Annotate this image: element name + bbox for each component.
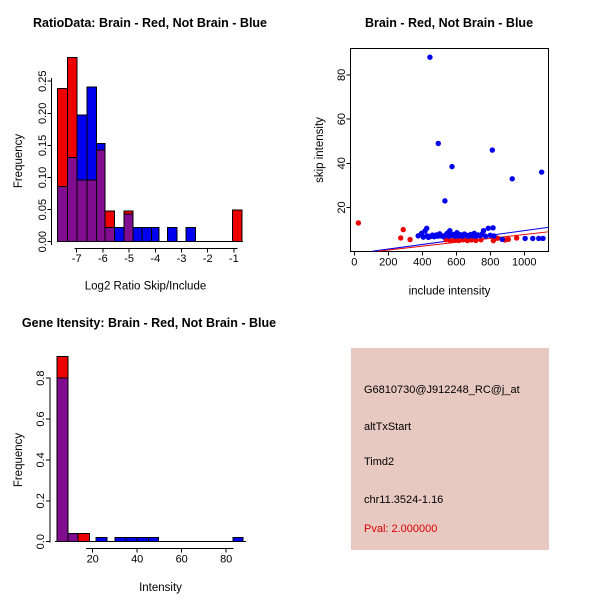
svg-text:600: 600 [447, 256, 466, 269]
pval-text: Pval: 2.000000 [364, 523, 438, 535]
y-axis [35, 370, 50, 549]
svg-text:0.00: 0.00 [37, 230, 49, 253]
scatter-title: Brain - Red, Not Brain - Blue [364, 16, 534, 30]
svg-text:20: 20 [336, 201, 348, 214]
svg-text:20: 20 [86, 553, 99, 566]
x-axis-label: include intensity [408, 285, 491, 298]
x-axis [351, 252, 536, 269]
gene-hist-title: Gene Itensity: Brain - Red, Not Brain - Blue [21, 316, 277, 330]
svg-text:-7: -7 [71, 253, 82, 265]
histogram-bars [57, 357, 243, 542]
x-axis [86, 548, 233, 565]
svg-text:-6: -6 [98, 253, 108, 265]
x-axis [72, 248, 239, 265]
gene-intensity-histogram [13, 357, 246, 594]
histogram-bars [57, 57, 241, 241]
svg-text:800: 800 [481, 256, 500, 269]
locus-text: chr11.3524-1.16 [364, 494, 444, 506]
svg-text:80: 80 [220, 553, 233, 566]
svg-text:40: 40 [336, 157, 348, 170]
svg-text:80: 80 [336, 68, 348, 82]
svg-text:0.20: 0.20 [37, 102, 49, 125]
plot-box [351, 48, 549, 251]
svg-text:40: 40 [131, 553, 144, 566]
svg-text:-3: -3 [176, 253, 187, 265]
intensity-scatterplot [314, 48, 548, 297]
svg-text:1000: 1000 [512, 256, 537, 269]
data-points [356, 55, 546, 244]
svg-text:0: 0 [351, 256, 358, 269]
event-type-text: altTxStart [364, 421, 412, 433]
svg-text:0.6: 0.6 [35, 411, 47, 427]
svg-text:0.15: 0.15 [37, 134, 49, 157]
svg-text:0.05: 0.05 [37, 198, 49, 221]
y-axis-label: Frequency [13, 133, 25, 189]
svg-text:-5: -5 [124, 253, 134, 265]
svg-text:60: 60 [175, 553, 188, 566]
y-axis-label: skip intensity [314, 117, 326, 183]
svg-text:200: 200 [379, 256, 398, 269]
svg-text:-1: -1 [229, 253, 239, 265]
svg-text:60: 60 [336, 112, 348, 126]
svg-text:0.2: 0.2 [35, 493, 47, 509]
svg-text:0.8: 0.8 [35, 370, 47, 386]
x-axis-label: Log2 Ratio Skip/Include [84, 280, 207, 293]
svg-text:0.10: 0.10 [37, 166, 49, 189]
y-axis [37, 70, 52, 252]
svg-text:0.0: 0.0 [35, 534, 47, 550]
ratio-histogram [13, 57, 243, 292]
probe-id-text: G6810730@J912248_RC@j_at [364, 384, 520, 396]
y-axis-label: Frequency [13, 432, 25, 488]
gene-info-panel [351, 348, 549, 550]
svg-text:0.4: 0.4 [35, 452, 47, 468]
svg-text:-4: -4 [150, 253, 161, 265]
ratio-hist-title: RatioData: Brain - Red, Not Brain - Blue [32, 16, 268, 30]
svg-text:-2: -2 [202, 253, 213, 265]
x-axis-label: Intensity [139, 582, 182, 594]
y-axis [336, 69, 351, 214]
svg-text:400: 400 [413, 256, 432, 269]
svg-text:0.25: 0.25 [37, 70, 49, 92]
gene-name-text: Timd2 [364, 456, 395, 468]
